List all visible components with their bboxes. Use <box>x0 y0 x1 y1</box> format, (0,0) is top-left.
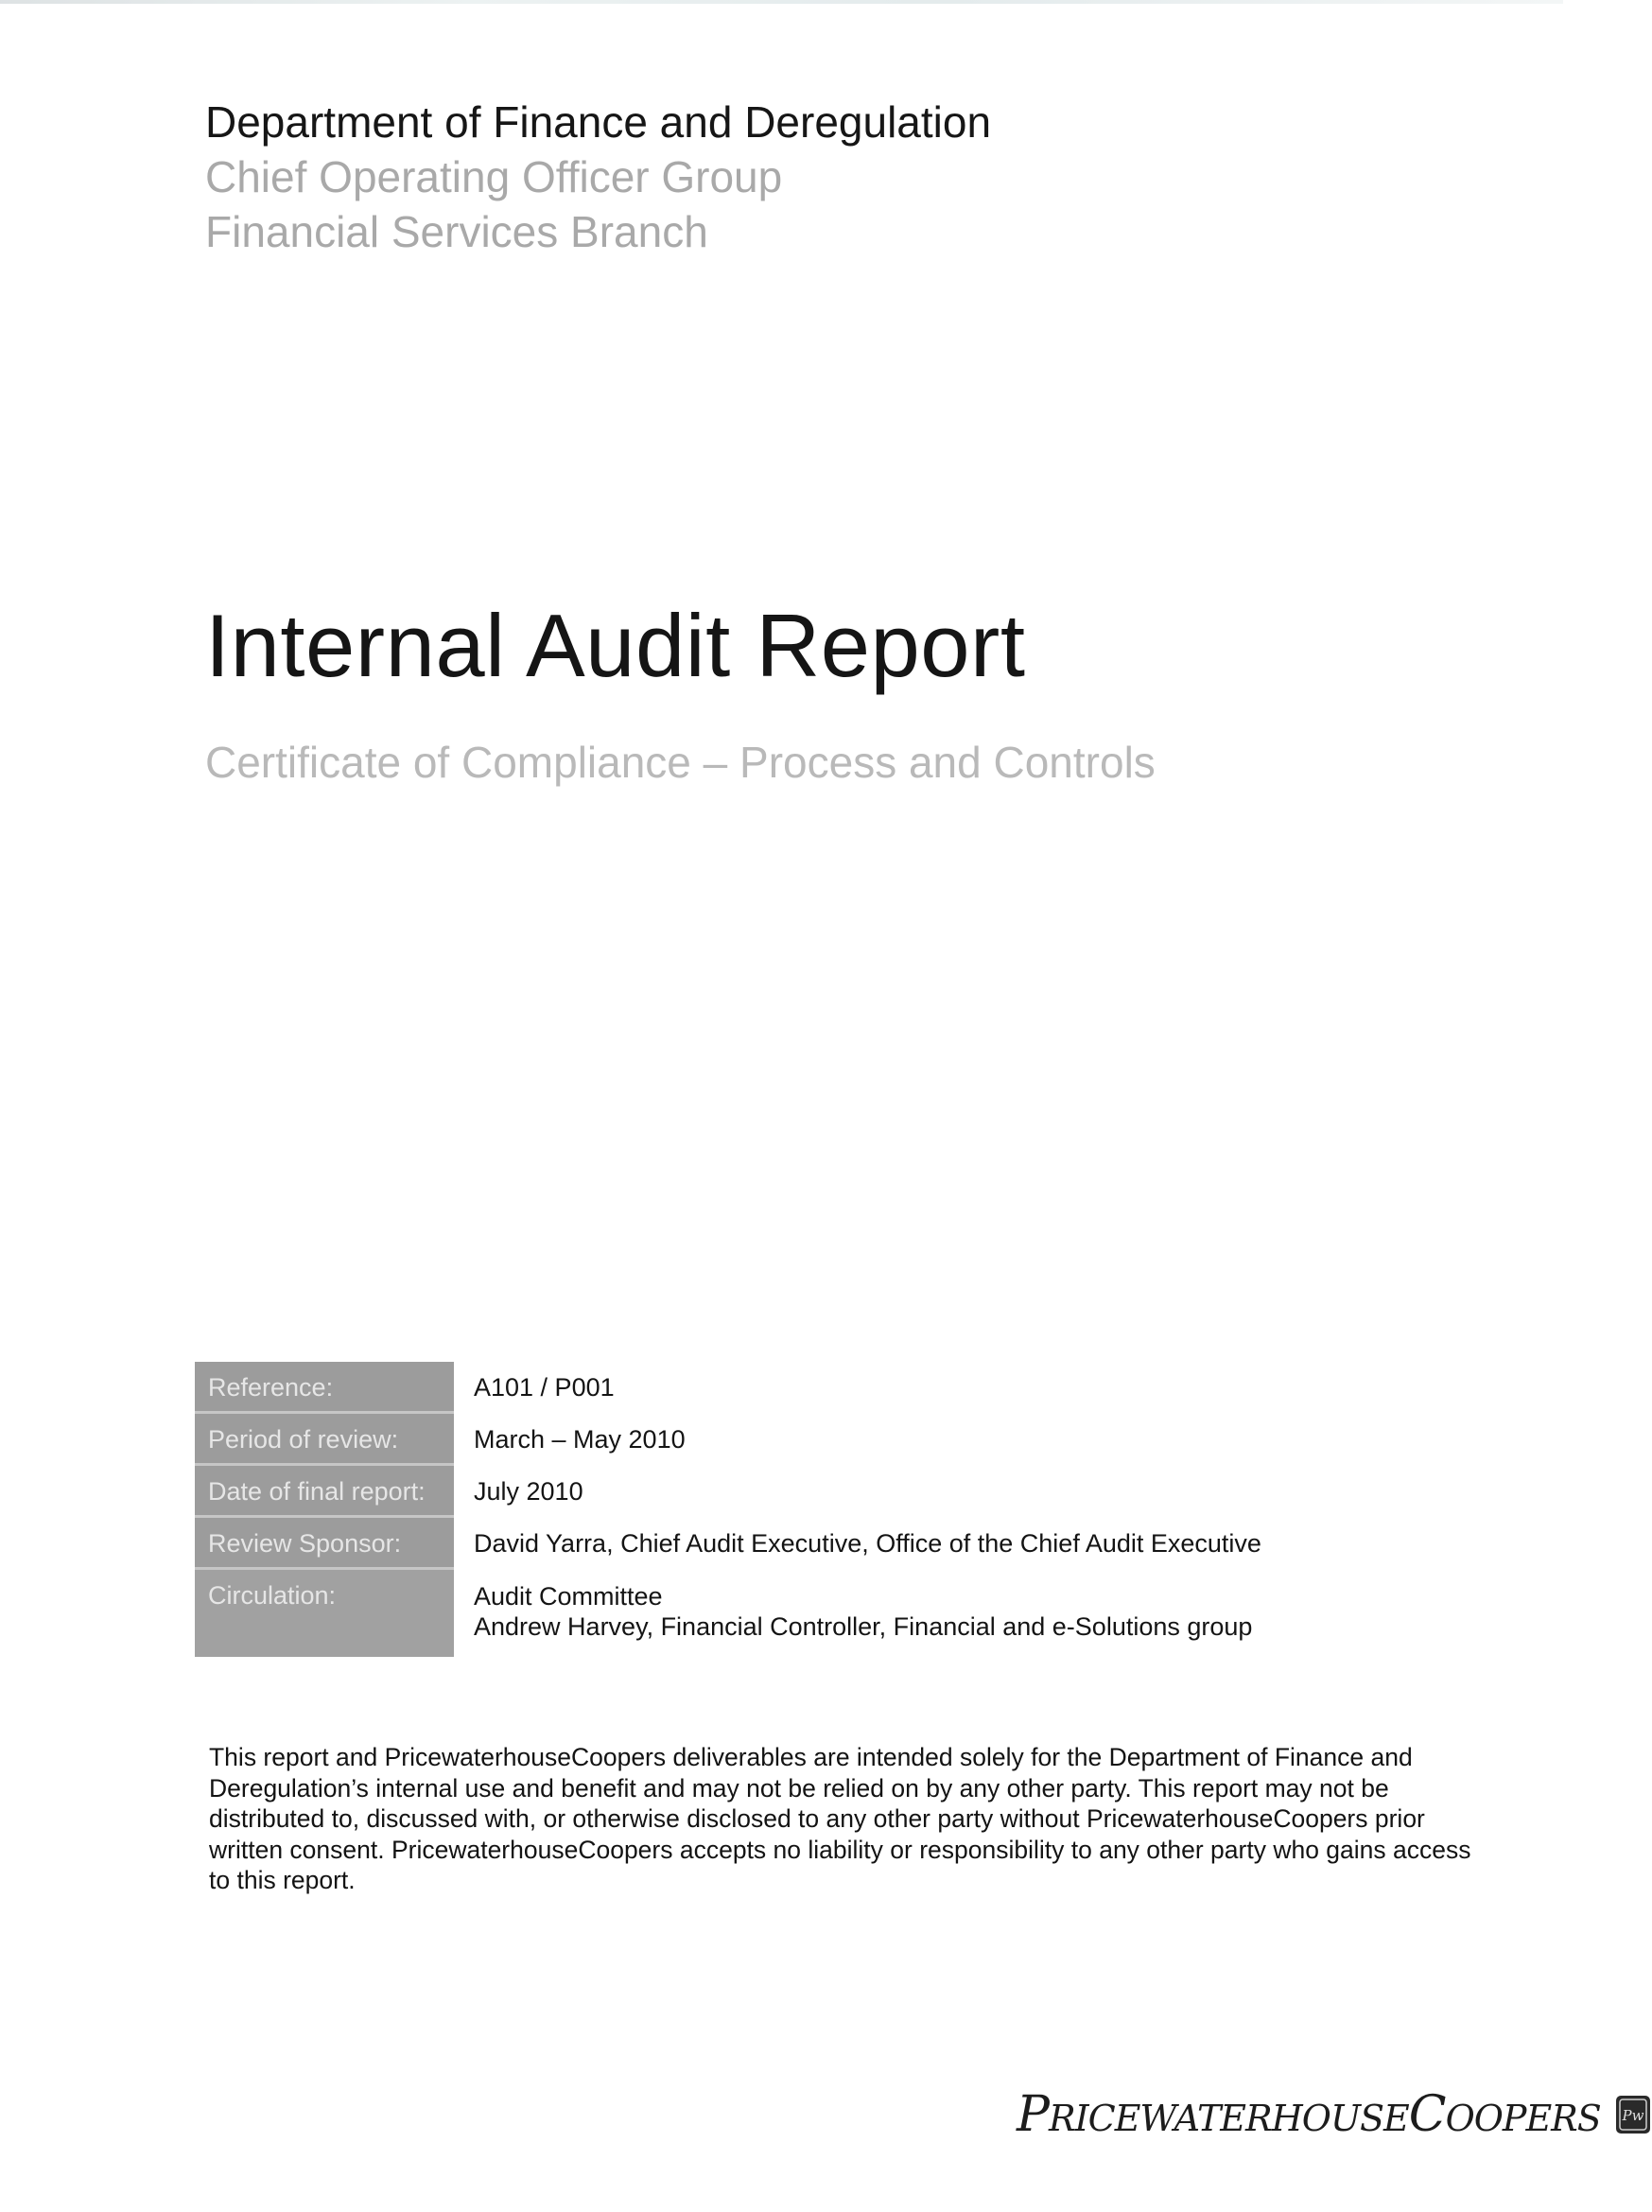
department-name: Department of Finance and Deregulation <box>205 97 992 147</box>
reference-row <box>195 1362 1261 1414</box>
circulation-value <box>457 1570 1252 1657</box>
report-subtitle: Certificate of Compliance – Process and Controls <box>205 738 1156 787</box>
pwc-wordmark: PRICEWATERHOUSECOOPERS <box>1017 2086 1601 2143</box>
period-value: March – May 2010 <box>474 1425 686 1454</box>
circulation-row <box>195 1570 1261 1657</box>
report-title: Internal Audit Report <box>205 596 1026 695</box>
reference-value: A101 / P001 <box>474 1373 615 1402</box>
disclaimer-text: This report and PricewaterhouseCoopers deliverables are intended solely for the Department of Finance and Deregulation’s internal use and benefit and may not be relied on by any other party. This report may not be distributed to, discussed with, or otherwise disclosed to any other party without PricewaterhouseCoopers prior written consent. PricewaterhouseCoopers accepts no liability or responsibility to any other party who gains access to this report. <box>209 1743 1471 1894</box>
svg-text:Pw: Pw <box>1622 2107 1644 2124</box>
reference-label: Reference: <box>195 1362 454 1414</box>
sponsor-label: Review Sponsor: <box>195 1518 454 1570</box>
sponsor-row <box>195 1518 1261 1570</box>
final-report-row <box>195 1466 1261 1518</box>
group-name: Chief Operating Officer Group <box>205 152 783 201</box>
final-report-value: July 2010 <box>474 1477 583 1506</box>
scan-edge <box>0 0 1563 4</box>
circulation-label: Circulation: <box>195 1570 454 1657</box>
branch-name: Financial Services Branch <box>205 207 708 256</box>
final-report-label: Date of final report: <box>195 1466 454 1518</box>
pwc-logo <box>1017 2086 1652 2143</box>
period-row <box>195 1414 1261 1466</box>
header-block <box>205 95 991 259</box>
sponsor-value: David Yarra, Chief Audit Executive, Office of the Chief Audit Executive <box>474 1529 1261 1558</box>
period-label: Period of review: <box>195 1414 454 1466</box>
pwc-mark-icon <box>1614 2094 1652 2135</box>
circulation-recipient: Andrew Harvey, Financial Controller, Financial and e-Solutions group <box>474 1612 1253 1641</box>
report-details-table <box>195 1362 1261 1657</box>
circulation-recipient: Audit Committee <box>474 1582 663 1611</box>
